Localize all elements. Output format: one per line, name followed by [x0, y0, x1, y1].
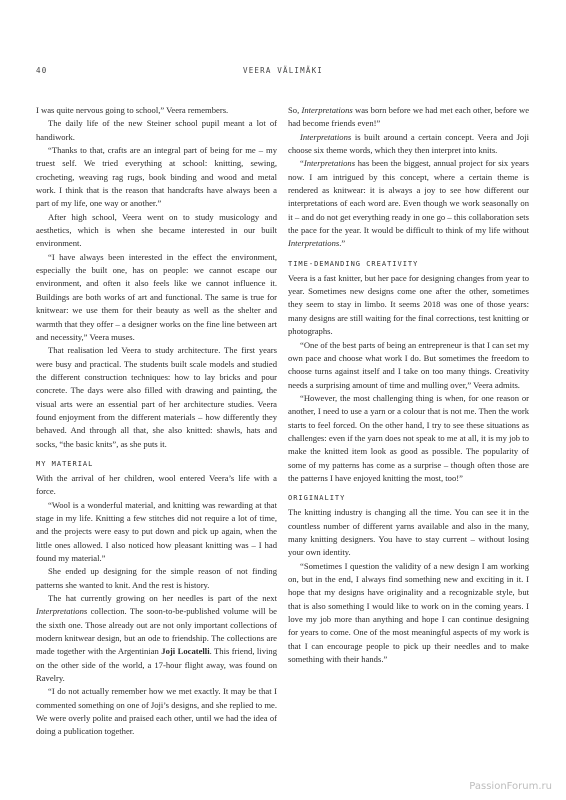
- italic-title: Interpretations: [303, 158, 356, 169]
- paragraph: “One of the best parts of being an entrepreneur is that I can set my own pace and choose what work I do. But sometimes the freedom to choose turns against itself and I take on too many things. Creativity needs a surprising amount of time and mulling over,” Veera admits.: [288, 339, 529, 390]
- paragraph: “However, the most challenging thing is when, for one reason or another, I need to use a yarn or a colour that is not me. Then the work starts to feel forced. On the other hand, I try to see these situations as challenges: even if the yarn does not speak to me at all, it is my job to make the knitted item look as good as possible. The popularity of some of my patterns has come as a surprise – though often those are the patterns I have enjoyed knitting the most, too!”: [288, 392, 529, 483]
- paragraph: [288, 131, 529, 158]
- page-header: [36, 66, 530, 78]
- text-run: is built around a certain concept. Veera and Joji choose six theme words, which they then interpret into knits.: [288, 131, 529, 156]
- page-number: 40: [36, 66, 48, 75]
- paragraph: “Wool is a wonderful material, and knitting was rewarding at that stage in my life. Knitting a few stitches did not require a lot of time, and the projects were easy to put down and pick up again, when the little ones allowed. I also noticed how pleasant knitting was – I had found my material.”: [36, 499, 277, 563]
- paragraph: I was quite nervous going to school,” Veera remembers.: [36, 105, 229, 115]
- paragraph: With the arrival of her children, wool entered Veera’s life with a force.: [36, 472, 277, 497]
- section-heading-originality: ORIGINALITY: [288, 494, 346, 503]
- text-run: . This friend, living on the other side of the world, a 17-hour flight away, was found on Ravelry.: [36, 646, 277, 684]
- paragraph: “I do not actually remember how we met exactly. It may be that I commented something on one of Joji’s designs, and she replied to me. We were overly polite and praised each other, until we had the idea of doing a publication together.: [36, 686, 277, 737]
- paragraph: After high school, Veera went on to study musicology and aesthetics, which is when she became interested in our built environment.: [36, 211, 277, 249]
- text-run: collection. The soon-to-be-published volume will be the sixth one. Those already out are not only important collections of modern knitwear design, but an ode to friendship. The collections are made together with the Argentinian: [36, 606, 277, 657]
- running-head: VEERA VÄLIMÄKI: [242, 66, 323, 75]
- paragraph: “Sometimes I question the validity of a new design I am working on, but in the end, I always find something new and exciting in it. I hope that my designs have originality and a recognizable style, but that is also something I would like to work on in the coming years. I love my job more than anything and hope I can continue designing for years to come. One of the most meaningful aspects of my work is that I can encourage people to pick up their needles and to make something with their hands.”: [288, 560, 529, 665]
- text-run: .”: [339, 238, 346, 249]
- paragraph: Veera is a fast knitter, but her pace for designing changes from year to year. Sometimes new designs come one after the other, sometimes they seem to stay in limbo. It seems 2018 was one of those years: many designs are still waiting for the final corrections, test knitting or photographs.: [288, 272, 529, 337]
- text-run: The hat currently growing on her needles is part of the next: [48, 593, 277, 604]
- paragraph: That realisation led Veera to study architecture. The first years were busy and practical. The students built scale models and studied the different construction techniques: how to lay bricks and pour concrete. The days were also filled with drawing and painting, the visual arts were an essential part of her architecture studies. Veera found enjoyment from the different materials – how differently they behaved. And through all that, she also knitted: shawls, hats and socks, “the basic knits”, as she puts it.: [36, 345, 277, 449]
- paragraph: She ended up designing for the simple reason of not finding patterns she wanted to knit. And the rest is history.: [36, 566, 277, 590]
- text-run: has been the biggest, annual project for six years now. I am intrigued by this concept, where a certain theme is rendered as knitwear: it is always a joy to see how different our interpretations of each word are. Even though we work seasonally on it – and do not get everything ready in one go – this collaboration sets the pace for the year. It would be difficult to think of my life without: [288, 158, 529, 236]
- right-column: [288, 104, 529, 666]
- paragraph: [288, 104, 529, 131]
- section-heading-my-material: MY MATERIAL: [36, 459, 94, 468]
- paragraph: The daily life of the new Steiner school pupil meant a lot of handiwork.: [36, 118, 277, 142]
- italic-title: Interpretations: [300, 131, 352, 142]
- section-heading-time-demanding-creativity: TIME-DEMANDING CREATIVITY: [288, 259, 419, 268]
- text-run: was born before we had met each other, before we had become friends even!”: [288, 105, 530, 129]
- paragraph: [36, 592, 277, 685]
- italic-title: Interpretations: [36, 606, 88, 617]
- left-column: [36, 104, 277, 739]
- text-run: So,: [288, 105, 302, 115]
- paragraph: The knitting industry is changing all the time. You can see it in the countless number of different yarns available and also in the many, many knitting designers. You have to stay current – without losing your own identity.: [288, 507, 529, 558]
- paragraph: “Thanks to that, crafts are an integral part of being for me – my truest self. We tried everything at school: knitting, sewing, crocheting, weaving rag rugs, book binding and wood and metal work. I think that is the reason that handcrafts have always been a part of my life, one way or another.”: [36, 145, 277, 209]
- italic-title: Interpretations: [301, 105, 353, 115]
- italic-title: Interpretations: [288, 238, 340, 249]
- text-run: “: [300, 158, 304, 169]
- paragraph: “I have always been interested in the effect the environment, especially the built one, has on people: we cannot escape our environment, and often it also feels like we cannot influence it. Buildings are both works of art and functional. The same is true for knitwear: we use them for their beauty as well as the shelter and warmth that they offer – a designer works on the fine line between art and necessity,” Veera muses.: [36, 251, 277, 342]
- paragraph: [288, 157, 529, 250]
- watermark: PassionForum.ru: [469, 781, 552, 792]
- bold-name: Joji Locatelli: [161, 646, 210, 657]
